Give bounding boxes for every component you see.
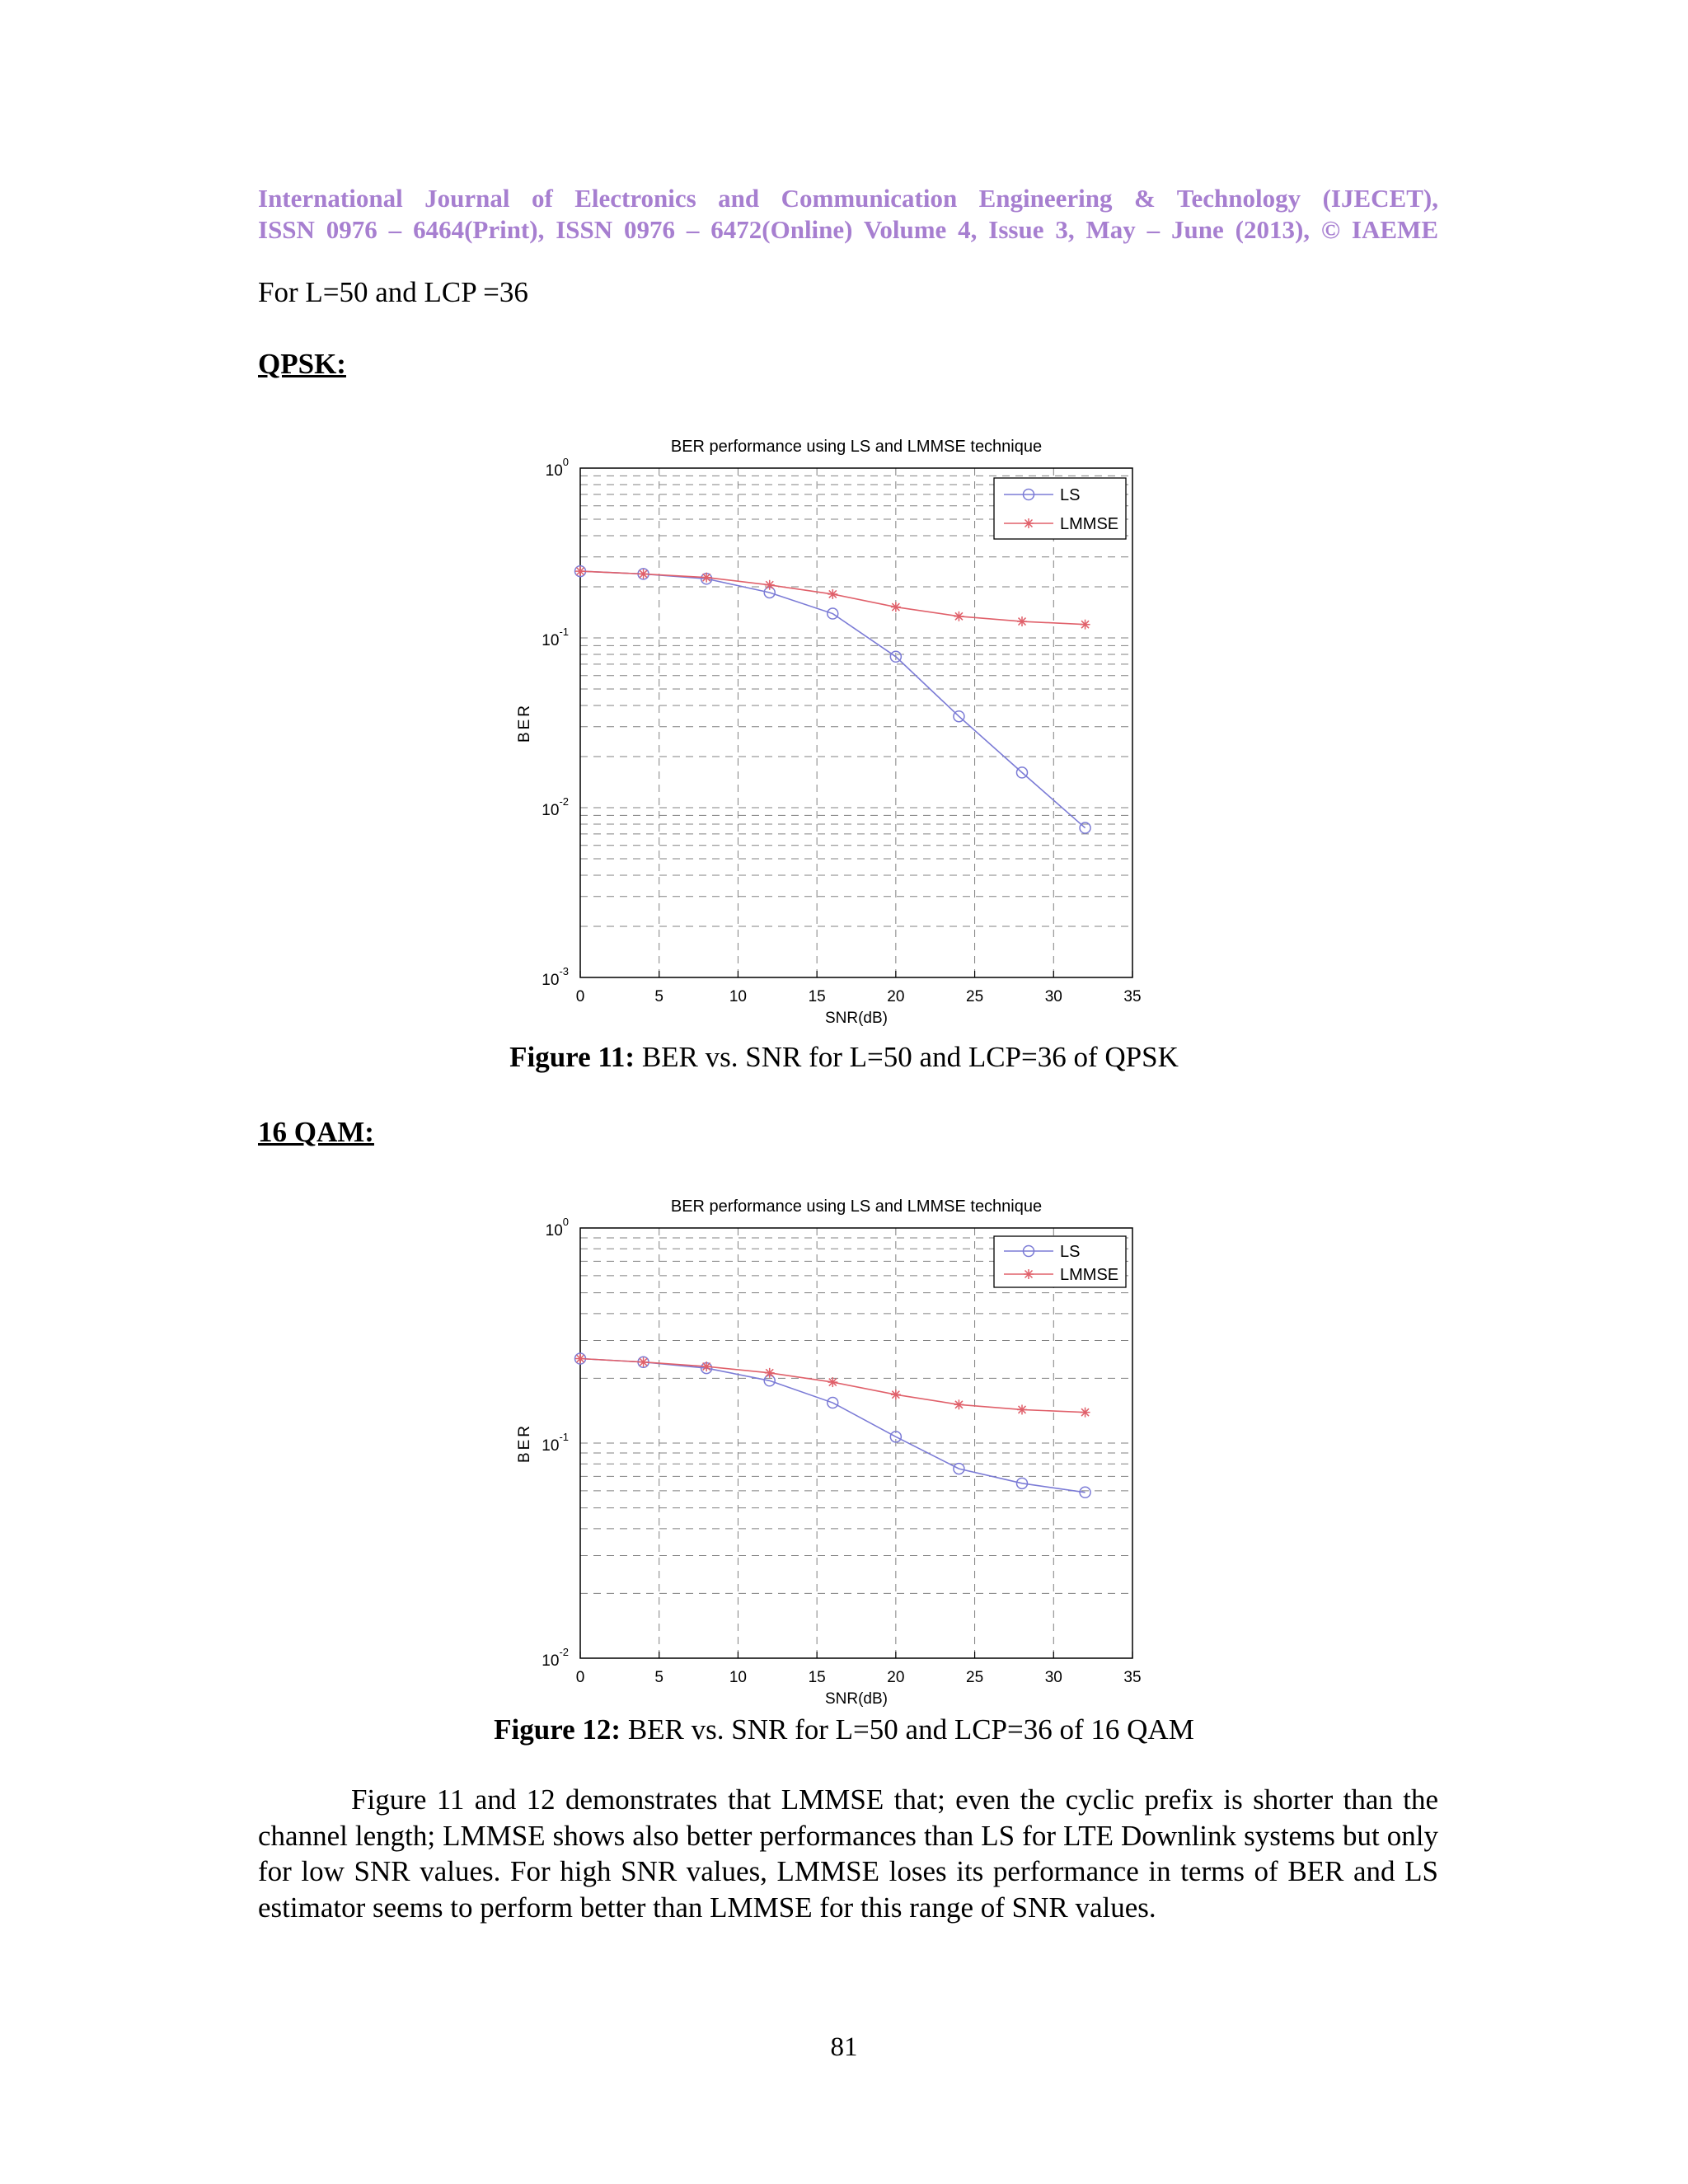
chart-legend [994,478,1126,539]
y-tick-exponent: -2 [559,795,569,808]
y-tick-label [546,1216,569,1240]
data-point-lmmse [891,602,901,612]
data-point-lmmse [639,1357,649,1367]
chart-grid [580,1228,1132,1658]
data-point-lmmse [1081,620,1090,630]
chart-1-group [516,438,1142,1027]
data-point-lmmse [1081,1408,1090,1418]
y-tick-base: 10 [542,632,560,649]
figure-11-text: BER vs. SNR for L=50 and LCP=36 of QPSK [635,1041,1179,1073]
y-tick-base: 10 [542,802,560,819]
y-tick-base: 10 [545,462,563,480]
legend-label-ls: LS [1060,1243,1081,1261]
figure-12-caption [0,1713,1688,1747]
data-point-lmmse [765,1368,775,1378]
legend-marker-lmmse [1024,518,1034,528]
y-tick-label [542,965,569,989]
y-tick-base: 10 [545,1222,563,1240]
y-tick-exponent: 0 [562,456,569,468]
legend-label-ls: LS [1060,486,1081,504]
x-tick-label: 10 [729,1669,747,1686]
y-tick-base: 10 [542,1652,560,1670]
figure-12-label: Figure 12: [494,1713,621,1746]
chart-title: BER performance using LS and LMMSE technique [670,438,1043,456]
section-heading-qpsk: QPSK: [258,348,346,380]
x-tick-label: 5 [654,988,664,1005]
x-tick-label: 25 [966,1669,984,1686]
y-tick-base: 10 [542,972,560,989]
data-point-lmmse [701,573,711,583]
data-point-lmmse [828,1377,837,1387]
y-tick-label [542,626,569,649]
y-tick-exponent: -1 [559,1431,569,1443]
series-line-ls [580,571,1085,827]
x-tick-label: 0 [575,1669,585,1686]
x-tick-label: 10 [729,988,747,1005]
y-tick-label [542,1646,569,1670]
y-tick-label [542,1431,569,1455]
page-number: 81 [830,2032,858,2062]
legend-marker-lmmse [1024,1269,1034,1279]
data-point-lmmse [765,580,775,590]
x-axis-label: SNR(dB) [824,1010,889,1027]
journal-header-line2: ISSN 0976 – 6464(Print), ISSN 0976 – 6472(Online) Volume 4, Issue 3, May – June (2013), © IAEME [258,215,1438,244]
data-point-lmmse [828,589,837,599]
chart-grid [580,468,1132,977]
y-tick-exponent: -1 [559,626,569,638]
y-tick-base: 10 [542,1437,560,1455]
y-axis-label: BER [516,1422,533,1464]
y-axis-label: BER [516,702,533,743]
chart-legend [994,1236,1126,1287]
x-tick-label: 30 [1044,1669,1062,1686]
figure-12-text: BER vs. SNR for L=50 and LCP=36 of 16 QAM [621,1713,1194,1746]
body-paragraph-text: Figure 11 and 12 demonstrates that LMMSE that; even the cyclic prefix is shorter than the channel length; LMMSE shows also better performances than LS for LTE Downlink systems but only for low SNR values. For high SNR values, LMMSE loses its performance in terms of BER and LS estimator seems to perform better than LMMSE for this range of SNR values. [258,1783,1438,1924]
x-tick-label: 35 [1123,1669,1142,1686]
data-point-lmmse [954,612,964,621]
x-tick-label: 0 [575,988,585,1005]
y-tick-exponent: -2 [559,1646,569,1658]
figure-11-caption [0,1040,1688,1075]
data-point-lmmse [891,1390,901,1399]
chart-title: BER performance using LS and LMMSE technique [670,1197,1043,1216]
x-axis-label: SNR(dB) [824,1690,889,1708]
x-tick-label: 20 [887,1669,905,1686]
x-tick-label: 25 [966,988,984,1005]
x-tick-label: 5 [654,1669,664,1686]
x-tick-label: 15 [808,988,826,1005]
legend-label-lmmse: LMMSE [1060,515,1119,533]
data-point-lmmse [1017,616,1027,626]
chart-2-group [516,1197,1142,1708]
y-tick-exponent: -3 [559,965,569,977]
x-tick-label: 20 [887,988,905,1005]
data-point-lmmse [575,566,585,576]
y-tick-label [546,456,569,480]
x-tick-label: 35 [1123,988,1142,1005]
x-tick-label: 30 [1044,988,1062,1005]
data-point-lmmse [639,569,649,579]
section-heading-16qam: 16 QAM: [258,1116,374,1148]
figure-11-label: Figure 11: [509,1041,635,1073]
data-point-lmmse [1017,1404,1027,1414]
data-point-lmmse [575,1354,585,1364]
legend-label-lmmse: LMMSE [1060,1266,1119,1284]
data-point-lmmse [701,1361,711,1371]
x-tick-label: 15 [808,1669,826,1686]
y-tick-exponent: 0 [562,1216,569,1228]
data-point-lmmse [954,1399,964,1409]
plot-frame [580,468,1132,977]
journal-header-line1: International Journal of Electronics and Communication Engineering & Technology (IJECET), [258,184,1438,213]
intro-text: For L=50 and LCP =36 [258,276,528,308]
y-tick-label [542,795,569,819]
body-paragraph [258,1782,1438,1925]
